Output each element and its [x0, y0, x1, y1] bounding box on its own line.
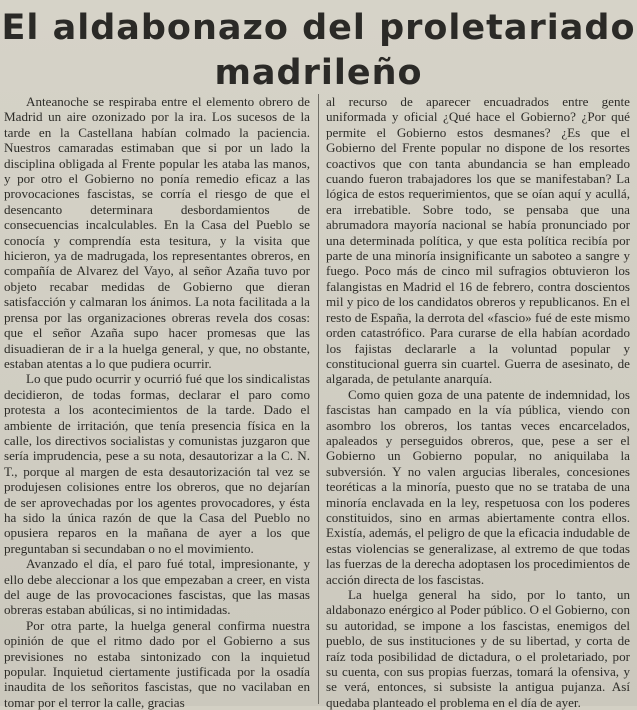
column-divider — [318, 94, 319, 704]
paragraph: Avanzado el día, el paro fué total, impresionante, y ello debe aleccionar a los que empezaban a creer, en vista del auge de las provocaciones fascistas, que las masas obreras estaban abúlicas, si no intimidadas. — [4, 556, 310, 618]
paragraph: Anteanoche se respiraba entre el elemento obrero de Madrid un aire ozonizado por la ira. Los sucesos de la tarde en la Castellana habían colmado la paciencia. Nuestros camaradas estimaban que si por un lado la disciplina obligada al Frente popular les ataba las manos, y por otro el Gobierno no ponía remedio eficaz a las provocaciones fascistas, se corría el riesgo de que el desencanto determinara desbordamientos de consecuencias incalculables. En la Casa del Pueblo se conocía y comprendía esta tesitura, y la visita que hicieron, ya de madrugada, los representantes obreros, en compañía de Alvarez del Vayo, al señor Azaña tuvo por objeto recabar medidas de Gobierno que dieran satisfacción y calmaran los ánimos. La nota facilitada a la prensa por las organizaciones obreras revela dos cosas: que el señor Azaña supo hacer promesas que las disuadieran de ir a la huelga general, y que, no obstante, estaban atentas a lo que pudiera ocurrir. — [4, 94, 310, 371]
right-column — [326, 94, 630, 710]
headline-line-1: El aldabonazo del proletariado — [1, 8, 636, 48]
paragraph: Por otra parte, la huelga general confirma nuestra opinión de que el ritmo dado por el Gobierno a sus previsiones no estaba sintonizado con la inquietud popular. Inquietud ciertamente justificada por la osadía inaudita de los señoritos fascistas, que no vacilaban en tomar por el terror la calle, gracias — [4, 617, 310, 710]
paragraph: al recurso de aparecer encuadrados entre gente uniformada y oficial ¿Qué hace el Gobierno? ¿Por qué permite el Gobierno estos desmanes? ¿Es que el Gobierno del Frente popular no dispone de los resortes coactivos que con tanta abundancia se han empleado cuando fueron trabajadores los que se manifestaban? La lógica de estos requerimientos, que se oían aquí y acullá, era irrebatible. Sobre todo, se pensaba que una abrumadora mayoría nacional se había pronunciado por una determinada política, y que esta política recibía por parte de una minoría insignificante un saboteo a sangre y fuego. Poco más de cinco mil sufragios obtuvieron los falangistas en Madrid el 16 de febrero, contra doscientos mil y pico de los candidatos obreros y republicanos. En el resto de España, la derrota del «fascio» fué de este mismo orden catastrófico. Para curarse de ella habían acordado los fajistas declararle a la voluntad popular y constitucional guerra sin cuartel. Guerra de asesinato, de algarada, de petulante anarquía. — [326, 94, 630, 387]
paragraph: Lo que pudo ocurrir y ocurrió fué que los sindicalistas decidieron, de todas formas, declarar el paro como protesta a los acontecimientos de la tarde. Dado el ambiente de irritación, que tenía presencia física en la calle, los directivos socialistas y comunistas juzgaron que sería imprudencia, pese a su nota, desautorizar a la C. N. T., porque al margen de esta desautorización tal vez se produjesen colisiones entre los obreros, que no dejarían de ser aprovechadas por los agentes provocadores, y ésta ha sido la única razón de que la Casa del Pueblo no opusiera reparos en la mañana de ayer a los que preguntaban si secundaban o no el movimiento. — [4, 371, 310, 556]
left-column — [4, 94, 310, 710]
paragraph: La huelga general ha sido, por lo tanto, un aldabonazo enérgico al Poder público. O el Gobierno, con su autoridad, se impone a los fascistas, enemigos del pueblo, de sus instituciones y de su libertad, y corta de raíz toda posibilidad de dictadura, o el proletariado, por su cuenta, con sus propias fuerzas, tomará la ofensiva, y se verá, entonces, si subsiste la antigua pujanza. Así quedaba planteado el problema en el día de ayer. — [326, 587, 630, 710]
headline — [0, 6, 637, 96]
headline-line-2: madrileño — [214, 53, 423, 93]
paragraph: Como quien goza de una patente de indemnidad, los fascistas han campado en la vía pública, viendo con asombro los obreros, los tantas veces encarcelados, apaleados y perseguidos obreros, que, pese a ser el Gobierno un Gobierno popular, no aniquilaba la subversión. Y no valen argucias liberales, concesiones teoréticas a la minoría, puesto que no se trataba de una minoría enclavada en la ley, respetuosa con los poderes constituidos, sino en armas abiertamente contra ellos. Existía, además, el peligro de que la eficacia indudable de estas violencias se generalizase, al extremo de que todas las fuerzas de la derecha adoptasen los procedimientos de acción directa de los fascistas. — [326, 386, 630, 587]
